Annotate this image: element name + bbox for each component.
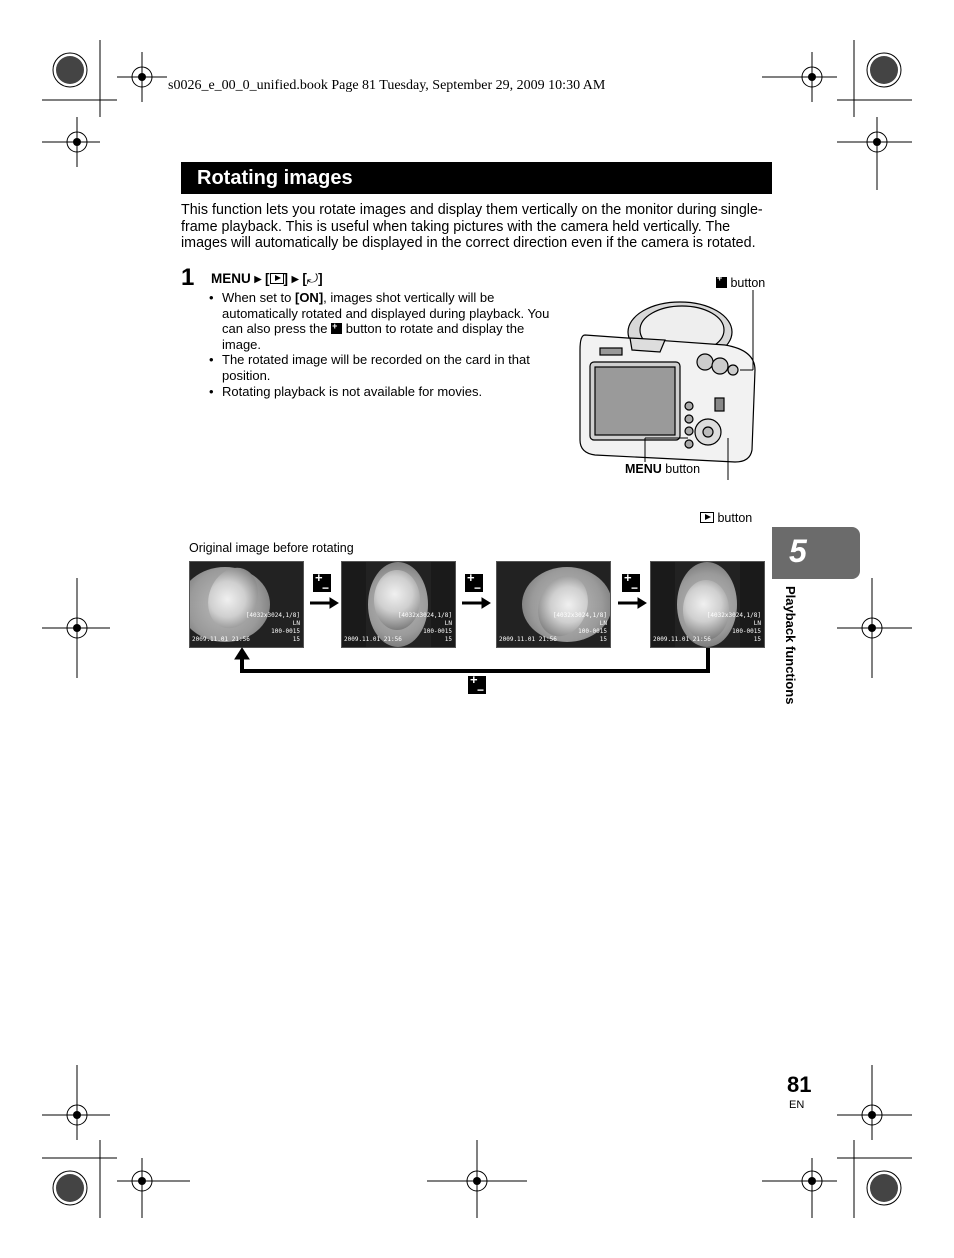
- bullet-no-movies: • Rotating playback is not available for movies.: [208, 384, 553, 400]
- bullet-recorded: • The rotated image will be recorded on the card in that position.: [208, 352, 553, 383]
- chapter-number: 5: [789, 533, 807, 569]
- menu-button-label: MENU button: [625, 462, 701, 476]
- arrow-right-icon: ▸: [254, 271, 262, 286]
- bullet-auto-rotate: • When set to [ON], images shot vertically will be automatically rotated and displayed during playback. You can also press the + button to rotate and display the image.: [208, 290, 553, 352]
- arrow-right-icon: ▸: [291, 271, 299, 286]
- section-title: Rotating images: [197, 167, 353, 189]
- thumbnail-rotated-90: [4032x3024,1/8] LN 100-0015 2009.11.01 21:56 15: [341, 561, 456, 648]
- chapter-name: Playback functions: [783, 586, 798, 705]
- ev-button-label: + button: [716, 276, 765, 290]
- exposure-compensation-icon: [313, 574, 331, 592]
- step-number: 1: [181, 264, 195, 291]
- play-button-label: button: [700, 511, 752, 525]
- sequence-caption: Original image before rotating: [189, 541, 354, 555]
- page-number: 81: [787, 1072, 812, 1097]
- thumbnail-original: [4032x3024,1/8] LN 100-0015 2009.11.01 21:56 15: [189, 561, 304, 648]
- book-header-line: s0026_e_00_0_unified.book Page 81 Tuesday, September 29, 2009 10:30 AM: [168, 78, 606, 93]
- exposure-compensation-icon: [468, 676, 486, 694]
- thumbnail-rotated-270: [4032x3024,1/8] LN 100-0015 2009.11.01 21:56 15: [650, 561, 765, 648]
- exposure-compensation-icon: [622, 574, 640, 592]
- intro-paragraph: This function lets you rotate images and display them vertically on the monitor during single-frame playback. This is useful when taking pictures with the camera held vertically. The images will automatically be displayed in the correct direction even if the camera is rotated.: [181, 202, 763, 252]
- menu-word: MENU: [211, 271, 251, 286]
- page-language: EN: [789, 1099, 805, 1111]
- menu-path: MENU ▸ [ ] ▸ [⤾]: [211, 271, 323, 286]
- chapter-tab: [772, 527, 860, 579]
- rotate-icon: ⤾: [306, 271, 319, 286]
- exposure-compensation-icon: [465, 574, 483, 592]
- thumbnail-rotated-180: [4032x3024,1/8] LN 100-0015 2009.11.01 21:56 15: [496, 561, 611, 648]
